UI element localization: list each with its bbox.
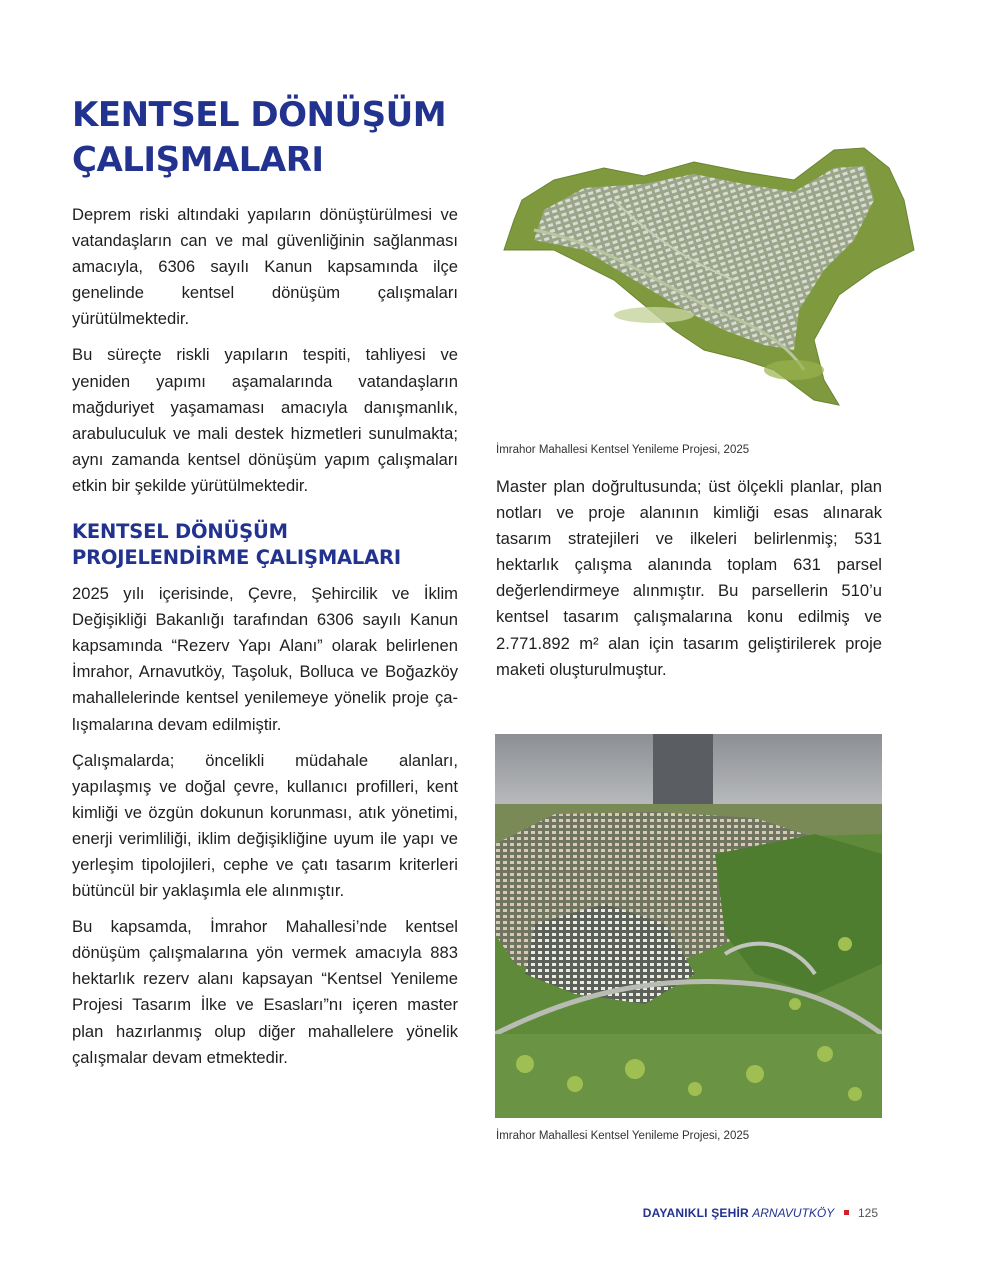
intro-paragraph-2: Bu süreçte riskli yapıların tespiti, tahliyesi ve yeniden yapımı aşamalarında vatandaşların mağduriyet yaşamaması amacıyla danışmanlık, arabuluculuk ve mali destek hizmetleri sunulmakta; aynı zamanda kentsel dönüşüm yapım çalışmaları etkin bir şekilde yürütülmektedir. xyxy=(72,345,458,495)
page-title-line-1: KENTSEL DÖNÜŞÜM xyxy=(72,95,447,135)
project-model-photo xyxy=(495,734,882,1118)
subheading-line-1: KENTSEL DÖNÜŞÜM xyxy=(72,520,288,544)
page-title xyxy=(72,93,492,183)
figure-2-caption: İmrahor Mahallesi Kentsel Yenileme Projesi, 2025 xyxy=(496,1130,750,1142)
right-paragraph: Master plan doğrultusunda; üst ölçekli planlar, plan notları ve proje alanının kimliği esas alınarak tasarım stratejileri ve ilkeleri belirlenmiş; 531 hektarlık çalışma alanında toplam 631 parsel değerlendirmeye alınmıştır. Bu parsellerin 510’u kentsel tasarım çalışmalarına konu edilmiş ve 2.771.892 m² alan için tasarım geliştirilerek proje maketi oluşturulmuştur. xyxy=(496,477,882,679)
master-plan-aerial-image xyxy=(494,140,924,430)
footer-separator-square xyxy=(844,1210,849,1215)
section-subheading xyxy=(72,519,458,571)
footer-series-title: DAYANIKLI ŞEHİR xyxy=(642,1206,749,1220)
intro-paragraph-1: Deprem riski altındaki yapıların dönüştürülmesi ve vatandaşların can ve mal güvenliğinin sağlanması amacıyla, 6306 sayılı Kanun kapsamında ilçe genelinde kentsel dönüşüm çalışmaları yürütülmektedir. xyxy=(72,205,458,329)
subheading-line-2: PROJELENDİRME ÇALIŞMALARI xyxy=(72,546,401,570)
figure-1-caption: İmrahor Mahallesi Kentsel Yenileme Projesi, 2025 xyxy=(496,444,750,456)
body-paragraph-2: Çalışmalarda; öncelikli müdahale alanları, yapılaşmış ve doğal çevre, kullanıcı profilleri, kent kimliği ve özgün dokunun korunması, atık yönetimi, enerji verimliliği, iklim değişikliğine uyum ile yapı ve yerleşim tipolojileri, cephe ve çatı tasarım kriterleri bütüncül bir yaklaşımla ele alınmıştır. xyxy=(72,750,458,901)
page-number: 125 xyxy=(857,1206,878,1220)
body-paragraph-3: Bu kapsamda, İmrahor Mahallesi’nde kentsel dönüşüm çalışmalarına yön vermek amacıyla 883 hektarlık rezerv alanı kapsayan “Kentsel Yenileme Projesi Tasarım İlke ve Esasları”nı içeren master plan hazırlanmış olup diğer mahallelere yönelik çalışmalar devam etmektedir. xyxy=(72,917,458,1067)
page-footer xyxy=(643,1206,878,1220)
body-paragraph-1: 2025 yılı içerisinde, Çevre, Şehircilik ve İklim Değişikliği Bakanlığı tarafından 6306 sayılı Kanun kapsamında “Rezerv Yapı Alanı” olarak belirlenen İmrahor, Arnavutköy, Taşoluk, Bolluca ve Boğazköy mahallelerinde kentsel yenilemeye yönelik proje çalışmalarına devam edilmiştir. xyxy=(72,584,458,734)
page-title-line-2: ÇALIŞMALARI xyxy=(72,140,324,180)
footer-place-name: ARNAVUTKÖY xyxy=(752,1206,835,1220)
left-column xyxy=(72,202,458,1081)
right-column xyxy=(496,474,882,693)
